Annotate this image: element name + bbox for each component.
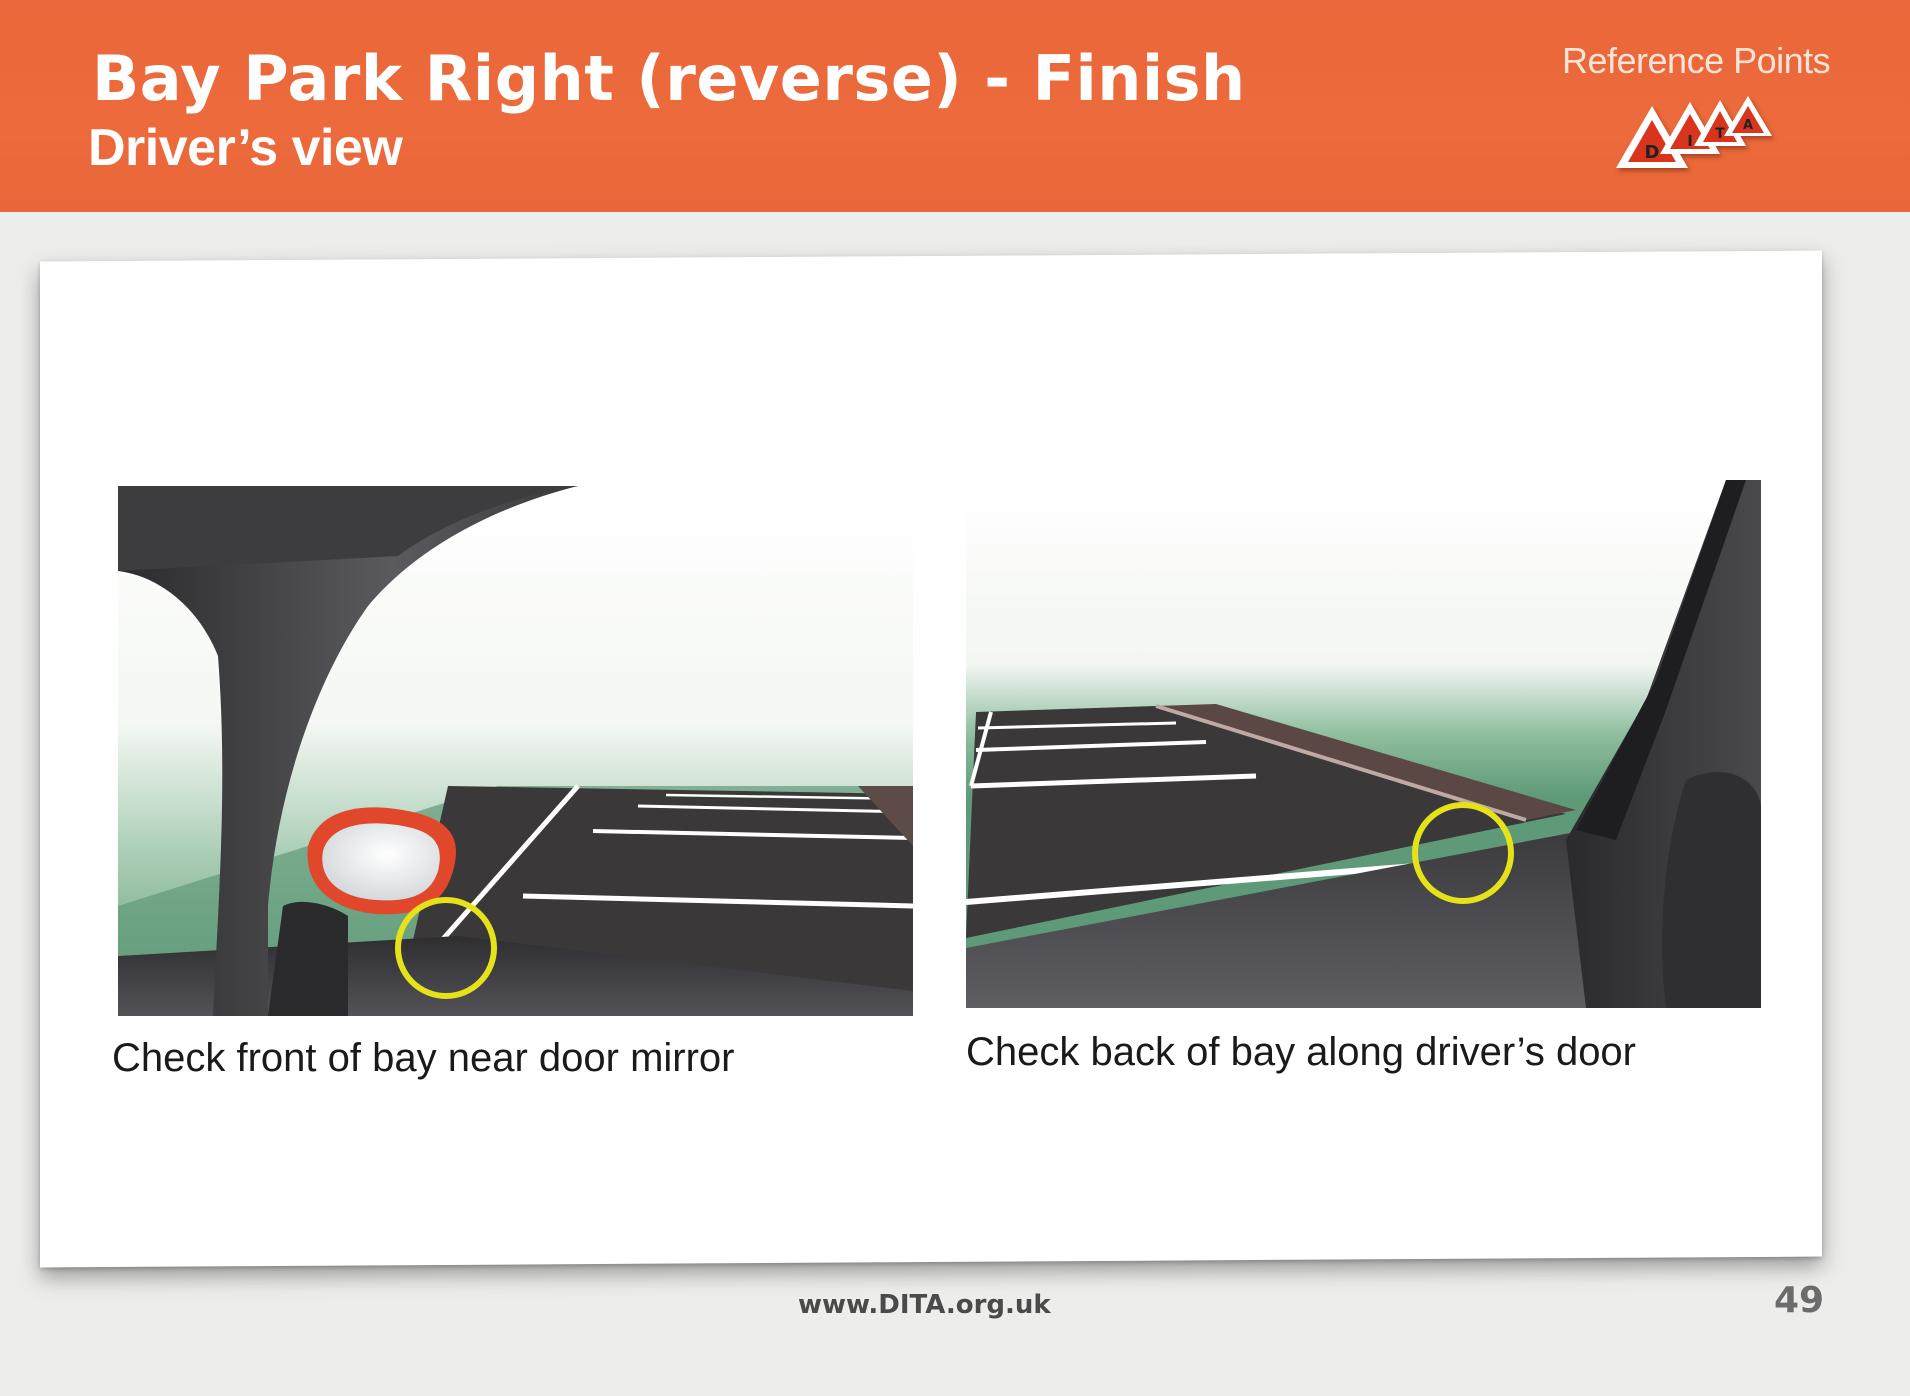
page-number: 49 [1774, 1280, 1825, 1321]
header-banner [0, 0, 1910, 212]
dita-logo-icon [1608, 96, 1784, 176]
front-bay-illustration [118, 486, 913, 1016]
logo-letter-a: A [1742, 118, 1754, 133]
caption-front-bay: Check front of bay near door mirror [112, 1036, 735, 1080]
reference-points-label: Reference Points [1562, 40, 1831, 81]
page-title: Bay Park Right (reverse) - Finish [92, 42, 1246, 115]
logo-letter-i: I [1687, 132, 1693, 150]
back-bay-illustration [966, 480, 1761, 1008]
logo-letter-t: T [1715, 126, 1725, 142]
logo-letter-d: D [1644, 142, 1660, 163]
footer-url: www.DITA.org.uk [798, 1290, 1051, 1320]
page-subtitle: Driver’s view [88, 119, 403, 177]
caption-back-bay: Check back of bay along driver’s door [966, 1030, 1636, 1074]
